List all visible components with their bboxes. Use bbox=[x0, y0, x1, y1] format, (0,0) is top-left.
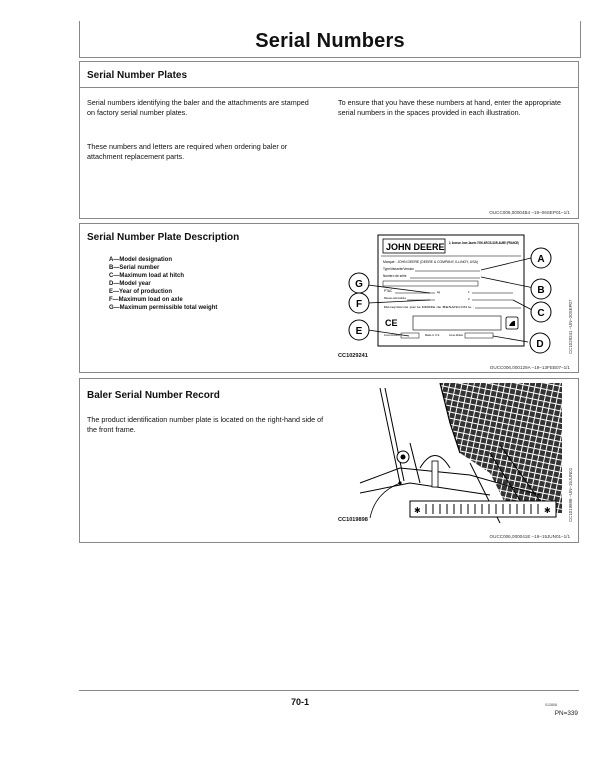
footer-code: 012806 bbox=[545, 703, 557, 707]
page-title: Serial Numbers bbox=[255, 30, 405, 52]
paragraph: The product identification number plate is located on the right-hand side of the front frame. bbox=[87, 415, 324, 434]
reference-code: OUCC006,000129A –19–13FEB07–1/1 bbox=[489, 365, 570, 370]
plate-brand: JOHN DEERE bbox=[386, 242, 445, 252]
callout-c-label: C bbox=[537, 308, 545, 319]
plate-type: Type/Variante/Version bbox=[383, 267, 414, 271]
plate-ptac: PTAC bbox=[384, 289, 393, 293]
footer-divider bbox=[79, 690, 579, 691]
callout-f-label: F bbox=[355, 299, 363, 310]
legend-item: G—Maximum permissible total weight bbox=[109, 305, 218, 311]
paragraph: Serial numbers identifying the baler and the attachments are stamped on factory serial number plates. bbox=[87, 98, 309, 117]
side-figure-code: CC1019898 –UN–15JUN01 bbox=[568, 467, 573, 522]
strip-star-right: ✱ bbox=[544, 506, 551, 515]
callout-e-label: E bbox=[355, 326, 363, 337]
strip-star-left: ✱ bbox=[414, 506, 421, 515]
reference-code: OUCC006,00004B4 –19–06SEP01–1/1 bbox=[489, 210, 570, 215]
section-serial-number-plates bbox=[79, 61, 579, 219]
section-heading: Serial Number Plates bbox=[87, 70, 188, 81]
legend-item: F—Maximum load on axle bbox=[109, 297, 183, 303]
legend-item: B—Serial number bbox=[109, 265, 160, 271]
figure-code: CC1019898 bbox=[338, 517, 368, 523]
paragraph: To ensure that you have these numbers at hand, enter the appropriate serial numbers in the spaces provided in each illustration. bbox=[338, 98, 561, 117]
section-plate-description bbox=[79, 223, 579, 373]
page-pn: PN=339 bbox=[554, 710, 578, 717]
plate-masses: Masses admissibles bbox=[384, 296, 407, 300]
serial-record-strip bbox=[410, 501, 556, 517]
side-figure-code: CC1029241 –UN–20SEP07 bbox=[568, 299, 573, 354]
legend-item: A—Model designation bbox=[109, 257, 172, 263]
plate-mod: Année Modèle bbox=[449, 333, 464, 337]
plate-axle-1: 1 bbox=[468, 290, 470, 294]
plate-ce-mark: CE bbox=[385, 318, 398, 328]
callout-a-label: A bbox=[537, 254, 545, 265]
plate-unit: kg bbox=[437, 290, 441, 294]
section-baler-serial-record bbox=[79, 378, 579, 543]
paragraph: These numbers and letters are required when ordering baler or attachment replacement parts. bbox=[87, 142, 288, 161]
callout-g-label: G bbox=[355, 279, 363, 290]
plate-marque: Marque : JOHN DEERE (DEERE & COMPANY, ILLINOY, USA) bbox=[383, 260, 478, 264]
section-heading: Baler Serial Number Record bbox=[87, 390, 220, 401]
divider bbox=[80, 87, 578, 88]
reference-code: OUCC006,000041E –19–15JUN01–1/1 bbox=[489, 534, 570, 539]
page-number: 70-1 bbox=[290, 697, 309, 707]
plate-legend bbox=[109, 256, 217, 312]
callout-b-label: B bbox=[537, 285, 545, 296]
plate-address: 2, Avenue Jean Jaurès 7000 ARCIS-SUR-AUBE (FRANCE) bbox=[449, 241, 519, 245]
figure-code: CC1029241 bbox=[338, 353, 368, 359]
plate-homologation: Réceptionné par la DRIRE de BESANCON le : bbox=[384, 305, 475, 309]
baler-frame-illustration bbox=[340, 383, 562, 531]
plate-annee: Année fabrication bbox=[384, 333, 401, 337]
legend-item: D—Model year bbox=[109, 281, 151, 287]
legend-item: C—Maximum load at hitch bbox=[109, 273, 185, 279]
page-title-box bbox=[79, 21, 581, 58]
plate-made: Made in U.S. bbox=[425, 333, 441, 337]
callout-d-label: D bbox=[536, 339, 544, 350]
section-heading: Serial Number Plate Description bbox=[87, 232, 240, 243]
plate-serie: Numéro de série bbox=[383, 274, 407, 278]
plate-axle-2: 2 bbox=[468, 297, 470, 301]
serial-plate-illustration bbox=[335, 230, 565, 360]
legend-item: E—Year of production bbox=[109, 289, 173, 295]
